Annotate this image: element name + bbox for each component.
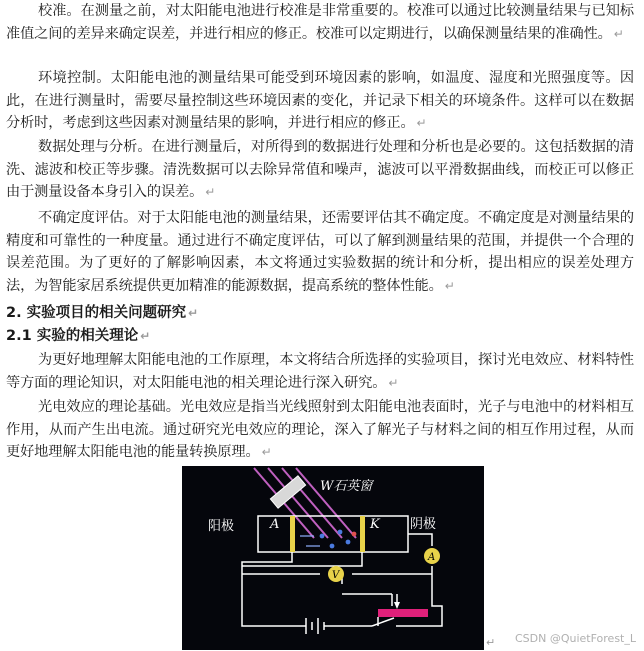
paragraph-calibration: 校准。在测量之前，对太阳能电池进行校准是非常重要的。校准可以通过比较测量结果与已知标准值之间的差异来确定误差，并进行相应的修正。校准可以定期进行，以确保测量结果的准确性。 ↵ bbox=[6, 3, 634, 42]
paragraph-environment-control: 环境控制。太阳能电池的测量结果可能受到环境因素的影响，如温度、湿度和光照强度等。因此，在进行测量时，需要尽量控制这些环境因素的变化，并记录下相关的环境条件。这样可以在数据分析时，考虑到这些因素对测量结果的影响，并进行相应的修正。 ↵ bbox=[6, 70, 634, 132]
voltmeter-label: V bbox=[332, 570, 340, 581]
paragraph-mark: ↵ bbox=[416, 116, 427, 131]
csdn-watermark: CSDN @QuietForest_L bbox=[514, 632, 636, 645]
paragraph-uncertainty: 不确定度评估。对于太阳能电池的测量结果，还需要评估其不确定度。不确定度是对测量结果的精度和可靠性的一种度量。通过进行不确定度评估，可以了解到测量结果的范围，并提供一个合理的误差范围。为了更好的了解影响因素，本文将通过实验数据的统计和分析，提出相应的误差处理方法，为智能家居系统提供更加精准的能源数据，提高系统的整体性能。 ↵ bbox=[6, 210, 634, 294]
paragraph-theory-intro: 为更好地理解太阳能电池的工作原理，本文将结合所选择的实验项目，探讨光电效应、材料特性等方面的理论知识，对太阳能电池的相关理论进行深入研究。 ↵ bbox=[6, 352, 634, 391]
paragraph-photoelectric: 光电效应的理论基础。光电效应是指当光线照射到太阳能电池表面时，光子与电池中的材料相互作用，从而产生出电流。通过研究光电效应的理论，深入了解光子与材料之间的相互作用过程，从而更好地理解太阳能电池的能量转换原理。 ↵ bbox=[6, 399, 634, 461]
paragraph-mark: ↵ bbox=[388, 375, 399, 390]
paragraph-data-processing: 数据处理与分析。在进行测量后，对所得到的数据进行处理和分析也是必要的。这包括数据的清洗、滤波和校正等步骤。清洗数据可以去除异常值和噪声，滤波可以平滑数据曲线，而校正可以修正由于测量设备本身引入的误差。 ↵ bbox=[6, 139, 634, 201]
paragraph-mark: ↵ bbox=[188, 306, 199, 320]
switch bbox=[372, 617, 414, 626]
cathode-label: 阴极 bbox=[410, 517, 437, 532]
rheostat bbox=[378, 609, 428, 617]
circuit-diagram bbox=[182, 466, 484, 650]
battery bbox=[300, 618, 372, 634]
section-heading-2-1: 2.1 实验的相关理论 ↵ bbox=[6, 328, 151, 344]
paragraph-mark: ↵ bbox=[205, 185, 216, 200]
plate-a-label: A bbox=[270, 517, 280, 532]
ammeter-label: A bbox=[428, 552, 436, 563]
paragraph-mark: ↵ bbox=[444, 278, 455, 293]
section-heading-2: 2. 实验项目的相关问题研究 ↵ bbox=[6, 305, 199, 321]
anode-plate bbox=[290, 516, 295, 552]
paragraph-mark: ↵ bbox=[613, 26, 624, 41]
photoelectric-circuit-figure bbox=[182, 466, 484, 650]
cathode-plate bbox=[360, 516, 365, 552]
anode-label: 阳极 bbox=[208, 519, 235, 534]
electron-arrows bbox=[300, 536, 320, 546]
plate-k-label: K bbox=[370, 517, 380, 532]
paragraph-mark: ↵ bbox=[140, 329, 151, 343]
paragraph-mark: ↵ bbox=[486, 636, 496, 649]
quartz-window-label: W石英窗 bbox=[320, 479, 373, 494]
rheostat-slider bbox=[394, 602, 400, 609]
paragraph-mark: ↵ bbox=[261, 445, 272, 460]
